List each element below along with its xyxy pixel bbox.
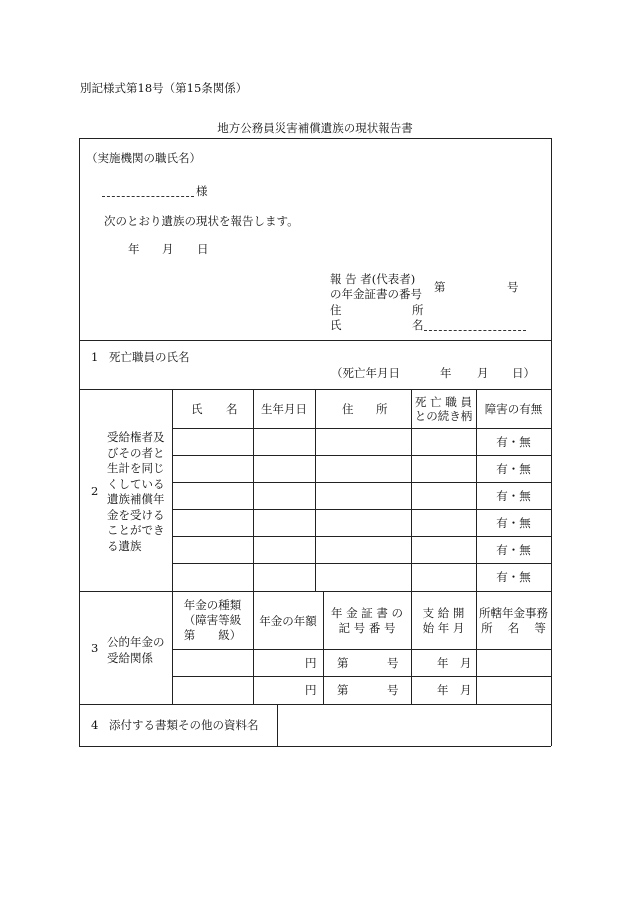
header-relation-1: 死 亡 職 員 bbox=[415, 395, 472, 409]
death-date-month: 月 bbox=[477, 366, 489, 380]
reporter-label-2: の年金証書の番号 bbox=[330, 287, 422, 301]
section3-label bbox=[107, 634, 165, 666]
section2-label-line: る遺族 bbox=[107, 538, 142, 553]
header-pension-office-2: 所 名 等 bbox=[481, 621, 546, 635]
section3-label-line: 公的年金の bbox=[107, 635, 165, 649]
form-label: 別記様式第18号（第15条関係） bbox=[80, 81, 248, 95]
reporter-label-1: 報 告 者(代表者) bbox=[330, 272, 416, 286]
header-cert-number-2: 記 号 番 号 bbox=[338, 621, 396, 635]
disability-choice[interactable]: 有・無 bbox=[496, 516, 531, 530]
row-divider bbox=[172, 649, 551, 650]
date-month: 月 bbox=[162, 242, 174, 256]
cert-dai: 第 bbox=[434, 280, 446, 294]
header-name-2: 名 bbox=[226, 402, 238, 416]
address-label-1: 住 bbox=[330, 303, 342, 317]
section2-label-line: 受給権者及 bbox=[107, 430, 165, 444]
header-pension-type-1: 年金の種類 bbox=[183, 598, 242, 612]
start-year: 年 bbox=[437, 683, 449, 697]
section2-label-line: びその者と bbox=[107, 445, 165, 460]
row-divider bbox=[79, 704, 551, 705]
address-label-2: 所 bbox=[412, 303, 424, 317]
header-address-1: 住 bbox=[342, 402, 354, 416]
header-name-1: 氏 bbox=[191, 402, 203, 416]
reporter-name-field[interactable] bbox=[424, 330, 526, 331]
cert-go: 号 bbox=[387, 683, 399, 697]
header-relation-2: との続き柄 bbox=[414, 409, 473, 423]
header-cert-number-1: 年 金 証 書 の bbox=[330, 606, 404, 620]
table-border-right bbox=[551, 138, 552, 746]
disability-choice[interactable]: 有・無 bbox=[496, 570, 531, 584]
document-title: 地方公務員災害補償遺族の現状報告書 bbox=[217, 121, 413, 135]
section2-label-line: ことができ bbox=[107, 523, 165, 537]
name-label-1: 氏 bbox=[330, 318, 342, 332]
section1-number: 1 bbox=[91, 350, 99, 364]
section4-number: 4 bbox=[91, 718, 99, 732]
header-address-2: 所 bbox=[376, 402, 388, 416]
header-pension-type-3: 第 級） bbox=[183, 628, 242, 642]
header-pension-type-2: （障害等級 bbox=[183, 613, 242, 627]
row-divider bbox=[172, 676, 551, 677]
yen-unit: 円 bbox=[305, 656, 317, 670]
row-divider bbox=[79, 591, 551, 592]
section2-label-line: くしている bbox=[107, 476, 165, 491]
section3-number: 3 bbox=[91, 641, 99, 655]
death-date-label: （死亡年月日 bbox=[331, 366, 400, 380]
row-divider bbox=[79, 340, 551, 341]
section4-label: 添付する書類その他の資料名 bbox=[109, 718, 259, 732]
table-border-left bbox=[79, 138, 80, 746]
cert-go: 号 bbox=[507, 280, 519, 294]
table-border-top bbox=[79, 138, 551, 139]
header-pension-office-1: 所轄年金事務 bbox=[479, 606, 548, 620]
disability-choice[interactable]: 有・無 bbox=[496, 543, 531, 557]
section2-label-line: 遺族補償年 bbox=[107, 492, 165, 506]
name-label-2: 名 bbox=[412, 318, 424, 332]
cert-dai: 第 bbox=[337, 656, 349, 670]
table-border-bottom bbox=[79, 746, 551, 747]
col-divider bbox=[253, 591, 254, 704]
row-divider bbox=[172, 455, 551, 456]
date-day: 日 bbox=[197, 242, 209, 256]
row-divider bbox=[172, 509, 551, 510]
section3-label-line: 受給関係 bbox=[107, 651, 153, 665]
section2-label-line: 金を受ける bbox=[107, 507, 165, 522]
col-divider bbox=[253, 389, 254, 591]
cert-dai: 第 bbox=[337, 683, 349, 697]
disability-choice[interactable]: 有・無 bbox=[496, 489, 531, 503]
disability-choice[interactable]: 有・無 bbox=[496, 435, 531, 449]
header-disability: 障害の有無 bbox=[484, 402, 543, 416]
header-birthdate: 生年月日 bbox=[261, 402, 307, 416]
cert-go: 号 bbox=[387, 656, 399, 670]
disability-choice[interactable]: 有・無 bbox=[496, 462, 531, 476]
start-month: 月 bbox=[460, 656, 472, 670]
header-start-date-1: 支 給 開 bbox=[422, 606, 465, 620]
date-year: 年 bbox=[128, 242, 140, 256]
agency-label: （実施機関の職氏名） bbox=[86, 151, 201, 165]
section2-number: 2 bbox=[91, 484, 99, 498]
header-start-date-2: 始 年 月 bbox=[422, 621, 465, 635]
start-year: 年 bbox=[437, 656, 449, 670]
row-divider bbox=[172, 536, 551, 537]
row-divider bbox=[172, 428, 551, 429]
section2-label bbox=[107, 430, 165, 554]
honorific: 様 bbox=[196, 184, 208, 198]
header-annual-amount: 年金の年額 bbox=[259, 614, 317, 628]
col-divider bbox=[277, 704, 278, 746]
row-divider bbox=[172, 563, 551, 564]
death-date-year: 年 bbox=[440, 366, 452, 380]
yen-unit: 円 bbox=[305, 683, 317, 697]
col-divider bbox=[172, 389, 173, 704]
start-month: 月 bbox=[460, 683, 472, 697]
col-divider bbox=[315, 389, 316, 591]
section2-label-line: 生計を同じ bbox=[107, 461, 165, 475]
agency-name-field[interactable] bbox=[102, 196, 194, 197]
row-divider bbox=[172, 482, 551, 483]
death-date-day: 日） bbox=[512, 366, 535, 380]
section1-label: 死亡職員の氏名 bbox=[109, 350, 190, 364]
intro-text: 次のとおり遺族の現状を報告します。 bbox=[104, 214, 299, 228]
